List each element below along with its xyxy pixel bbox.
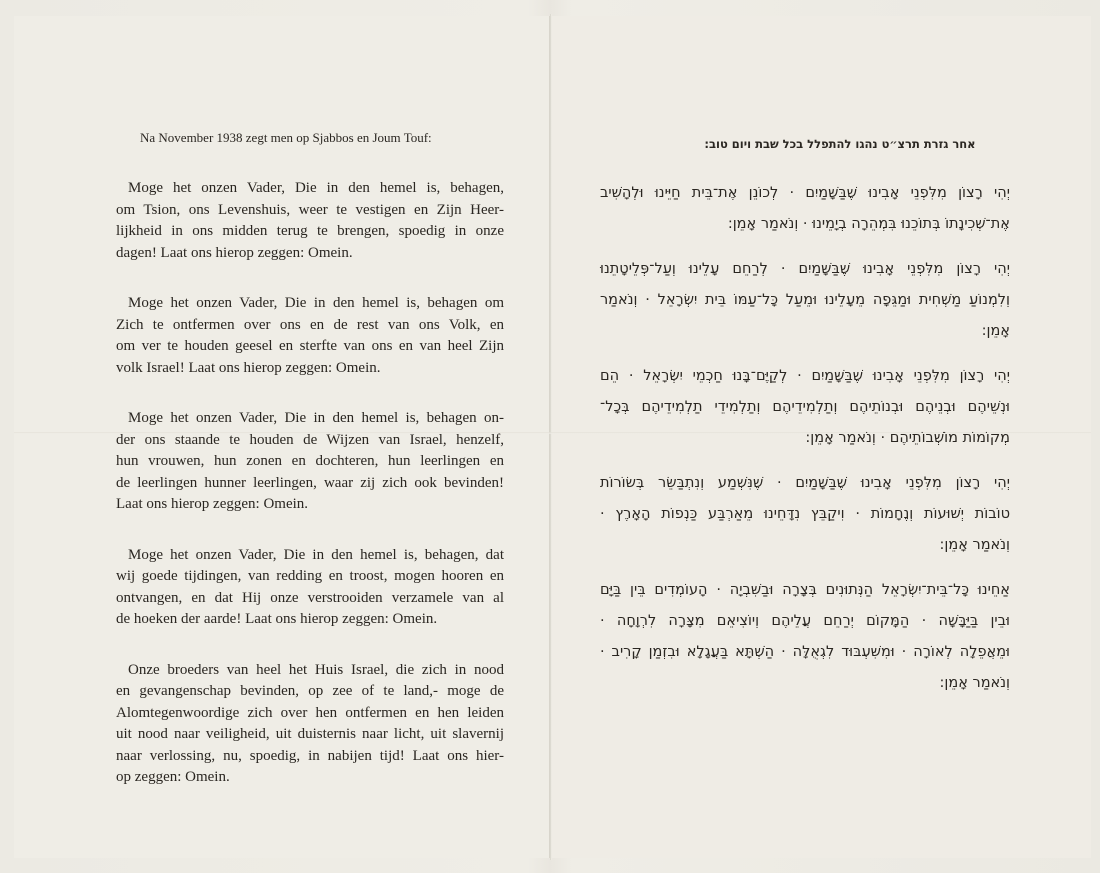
text-line: Laat ons hierop zeggen: Omein. [116, 496, 309, 512]
text-line: de hoeken der aarde! Laat ons hierop zeggen: Omein. [116, 611, 438, 627]
hebrew-paragraph [600, 254, 1010, 347]
text-line: וְנֹאמַר אָמֵן: [939, 537, 1010, 553]
text-line: hun vrouwen, hun zonen en dochteren, hun leerlingen en [116, 453, 504, 469]
text-line: dagen! Laat ons hierop zeggen: Omein. [116, 244, 353, 261]
text-line: der ons staande te houden de Wijzen van Israel, henzelf, [116, 431, 504, 448]
text-line: יְהִי רָצוֹן מִלִּפְנֵי אָבִינוּ שֶׁבַּשָּׁמַיִם · שֶׁנִּשְׁמַע וְנִתְבַּשֵּׂר בְּשׂוֹרוֹת [600, 475, 1010, 491]
dutch-heading: Na November 1938 zegt men op Sjabbos en Joum Touf: [140, 130, 432, 145]
text-line: om Tsion, ons Levenshuis, weer te vestigen en Zijn Heer- [116, 201, 504, 218]
hebrew-paragraph [600, 178, 1010, 240]
hebrew-paragraph [600, 575, 1010, 699]
text-line: וּנְשֵׁיהֶם וּבְנֵיהֶם וּבְנוֹתֵיהֶם וְתַלְמִידֵיהֶם וְתַלְמִידֵי תַלְמִידֵיהֶם בְּכָל־ [600, 399, 1010, 415]
text-line: וְלִמְנוֹעַ מַשְׁחִית וּמַגֵּפָה מֵעָלֵינוּ וּמֵעַל כָּל־עַמּוֹ בֵּית יִשְׂרָאֵל · וְנֹאמַר [600, 292, 1010, 308]
dutch-paragraph [116, 545, 504, 631]
text-line: וְנֹאמַר אָמֵן: [939, 675, 1010, 691]
text-line: Moge het onzen Vader, Die in den hemel is, behagen, [128, 180, 504, 196]
text-line: uit nood naar veiligheid, uit duisternis naar licht, uit slavernij [116, 726, 504, 742]
text-line: Alomtegenwoordige zich over hen ontfermen en hen leiden [116, 704, 504, 721]
hebrew-text-column [600, 178, 1010, 713]
text-line: wij goede tijdingen, van redding en troost, mogen hooren en [116, 568, 504, 584]
text-line: מְקוֹמוֹת מוֹשְׁבוֹתֵיהֶם · וְנֹאמַר אָמֵן: [805, 430, 1010, 446]
dutch-paragraph [116, 408, 504, 516]
text-line: Moge het onzen Vader, Die in den hemel is, behagen on- [128, 410, 504, 426]
text-line: וּבֵין בַּיַּבָּשָׁה · הַמָּקוֹם יְרַחֵם עֲלֵיהֶם וְיוֹצִיאֵם מִצָּרָה לִרְוָחָה · [600, 613, 1010, 629]
dutch-paragraph [116, 660, 504, 789]
text-line: volk Israel! Laat ons hierop zeggen: Omein. [116, 359, 381, 376]
center-fold [550, 14, 552, 860]
dutch-text-column [116, 178, 504, 818]
text-line: Moge het onzen Vader, Die in den hemel is, behagen om [128, 295, 504, 311]
text-line: יְהִי רָצוֹן מִלִּפְנֵי אָבִינוּ שֶׁבַּשָּׁמַיִם · לְקַיֶּם־בָּנוּ חַכְמֵי יִשְׂרָאֵל · הֵם [600, 368, 1010, 384]
text-line: Moge het onzen Vader, Die in den hemel is, behagen, dat [128, 546, 504, 563]
text-line: טוֹבוֹת יְשׁוּעוֹת וְנֶחָמוֹת · וִיקַבֵּץ נִדָּחֵינוּ מֵאַרְבַּע כַּנְפוֹת הָאָרֶץ · [600, 506, 1010, 522]
text-line: אָמֵן: [981, 323, 1010, 339]
text-line: אֶת־שְׁכִינָתוֹ בְּתוֹכֵנוּ בִּמְהֵרָה בְיָמֵינוּ · וְנֹאמַר אָמֵן: [727, 216, 1010, 232]
text-line: וּמֵאֲפֵלָה לְאוֹרָה · וּמִשִּׁעְבּוּד לִגְאֻלָּה · הַשְׁתָּא בַּעֲגָלָא וּבִזְמַן קָרִיב · [600, 644, 1010, 660]
text-line: אַחֵינוּ כָּל־בֵּית־יִשְׂרָאֵל הַנְּתוּנִים בְּצָרָה וּבַשִּׁבְיָה · הָעוֹמְדִים בֵּין בַּיָּם [600, 582, 1010, 598]
dutch-paragraph [116, 178, 504, 264]
dutch-paragraph [116, 293, 504, 379]
text-line: Zich te ontfermen over ons en de rest van ons Volk, en [116, 316, 504, 333]
text-line: om ver te houden geesel en sterfte van ons en van heel Zijn [116, 338, 504, 354]
text-line: en gevangenschap bevinden, op zee of te land,- moge de [116, 683, 504, 699]
text-line: ontvangen, en dat Hij onze verstrooiden verzamele van al [116, 589, 504, 606]
text-line: lijkheid in ons midden terug te brengen, spoedig in onze [116, 223, 504, 239]
text-line: יְהִי רָצוֹן מִלִּפְנֵי אָבִינוּ שֶׁבַּשָּׁמַיִם · לְכוֹנֵן אֶת־בֵּית חַיֵּינוּ וּלְהָשִׁיב [600, 185, 1010, 201]
text-line: naar verlossing, nu, spoedig, in nabijen tijd! Laat ons hier- [116, 747, 504, 764]
text-line: de leerlingen hunner leerlingen, waar zij zich ook bevinden! [116, 474, 504, 491]
hebrew-paragraph [600, 468, 1010, 561]
text-line: יְהִי רָצוֹן מִלִּפְנֵי אָבִינוּ שֶׁבַּשָּׁמַיִם · לְרַחֵם עָלֵינוּ וְעַל־פְּלֵיטָתֵנוּ [600, 261, 1010, 277]
hebrew-heading: אחר גזרת תרצ״ט נהגו להתפלל בכל שבת ויום טוב: [704, 137, 976, 151]
text-line: Onze broeders van heel het Huis Israel, die zich in nood [128, 661, 504, 678]
text-line: op zeggen: Omein. [116, 769, 230, 785]
hebrew-paragraph [600, 361, 1010, 454]
